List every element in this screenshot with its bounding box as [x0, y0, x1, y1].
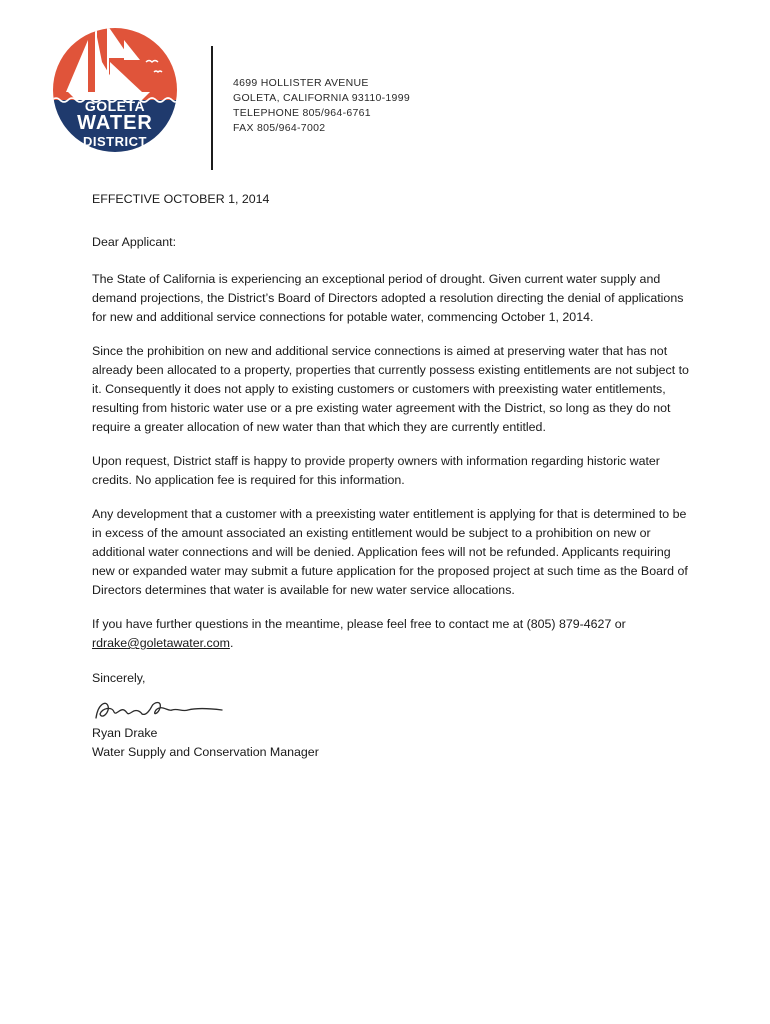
closing: Sincerely,: [92, 671, 146, 685]
signer-title: Water Supply and Conservation Manager: [92, 745, 319, 759]
logo-text-goleta: GOLETA: [84, 98, 146, 114]
address-street: 4699 HOLLISTER AVENUE: [233, 77, 369, 89]
signature-icon: [92, 694, 232, 724]
logo-text-water: WATER: [77, 112, 153, 134]
email-suffix: .: [229, 636, 234, 650]
paragraph-development: Any development that a customer with a preexisting water entitlement is applying for that is determined to be in excess of the amount associated an existing entitlement would be subject to a prohibition on new or additional water connections and will be denied. Application fees will not be refunded. Applicants requiring new or expanded water may submit a future application for the proposed project at such time as the Board of Directors determines that water is available for new water service allocations.: [92, 507, 688, 597]
letter-body: [92, 190, 692, 762]
signer-name: Ryan Drake: [92, 726, 158, 740]
email-link[interactable]: rdrake@goletawater.com: [92, 636, 230, 650]
letterhead: [50, 18, 730, 163]
paragraph-entitlements: Since the prohibition on new and additional service connections is aimed at preserving water that has not already been allocated to a property, properties that currently possess existing entitlements are not subject to it. Consequently it does not apply to existing customers or customers with preexisting water entitlements, resulting from historic water use or a pre existing water agreement with the District, so long as they do not require a greater allocation of new water than that which they are currently entitled.: [92, 344, 689, 434]
salutation: Dear Applicant:: [92, 235, 177, 249]
telephone: TELEPHONE 805/964-6761: [233, 107, 371, 119]
fax: FAX 805/964-7002: [233, 122, 326, 134]
paragraph-drought: The State of California is experiencing an exceptional period of drought. Given current water supply and demand projections, the District’s Board of Directors adopted a resolution directing the denial of applications for new and additional service connections for potable water, commencing October 1, 2014.: [92, 272, 684, 324]
paragraph-water-credits: Upon request, District staff is happy to provide property owners with information regarding historic water credits. No application fee is required for this information.: [92, 454, 660, 487]
address-city: GOLETA, CALIFORNIA 93110-1999: [233, 92, 410, 104]
handwritten-signature: [92, 694, 692, 724]
goleta-water-district-logo: [50, 18, 180, 158]
contact-text: If you have further questions in the meantime, please feel free to contact me at (805) 879-4627 or: [92, 617, 626, 631]
logo-text-district: DISTRICT: [83, 134, 147, 149]
paragraph-contact: [92, 615, 692, 653]
letterhead-divider: [211, 46, 213, 170]
address-block: [233, 76, 410, 136]
effective-date: EFFECTIVE OCTOBER 1, 2014: [92, 192, 270, 206]
